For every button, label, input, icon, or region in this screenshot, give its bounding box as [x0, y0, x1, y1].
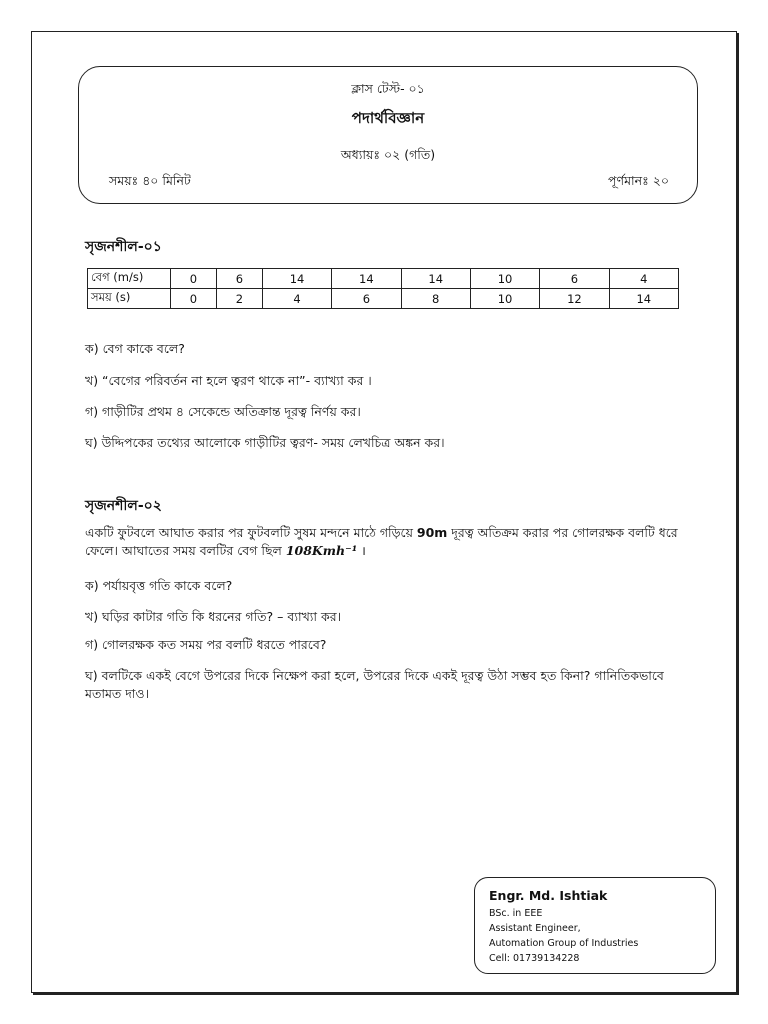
time-label: সময়ঃ ৪০ মিনিট	[109, 173, 191, 188]
header-box	[78, 66, 698, 204]
table-cell: 10	[470, 269, 539, 289]
table-cell: 6	[332, 289, 401, 309]
table-cell: 12	[540, 289, 609, 309]
s2-question-kha: খ) ঘড়ির কাটার গতি কি ধরনের গতি? – ব্যাখ্যা কর।	[85, 609, 342, 624]
signature-box	[474, 877, 716, 974]
table-cell: 4	[262, 289, 331, 309]
section1-title: সৃজনশীল-০১	[85, 239, 162, 255]
s2-stem-distance: 90m	[416, 525, 448, 540]
author-degree: BSc. in EEE	[489, 908, 543, 919]
author-phone: Cell: 01739134228	[489, 953, 580, 964]
chapter-label: অধ্যায়ঃ ০২ (গতি)	[340, 147, 436, 162]
table-cell: 14	[262, 269, 331, 289]
table-row	[88, 289, 679, 309]
table-cell: 10	[470, 289, 539, 309]
s1-question-ga: গ) গাড়ীটির প্রথম ৪ সেকেন্ডে অতিক্রান্ত দূরত্ব নির্ণয় কর।	[85, 404, 361, 419]
s2-question-ka: ক) পর্যায়বৃত্ত গতি কাকে বলে?	[85, 578, 233, 593]
table-cell: 14	[401, 269, 470, 289]
table-row	[88, 269, 679, 289]
s2-stem-text-1: একটি ফুটবলে আঘাত করার পর ফুটবলটি সুষম মন্দনে মাঠে গড়িয়ে	[85, 525, 417, 540]
s1-question-ka: ক) বেগ কাকে বলে?	[85, 341, 185, 356]
velocity-time-table	[87, 268, 679, 309]
s2-stem-speed: 108Kmh⁻¹	[285, 543, 358, 558]
table-cell: 6	[540, 269, 609, 289]
section2-title: সৃজনশীল-০২	[85, 498, 162, 514]
s1-question-kha: খ) “বেগের পরিবর্তন না হলে ত্বরণ থাকে না”- ব্যাখ্যা কর ।	[85, 373, 372, 388]
s1-question-gha: ঘ) উদ্দিপকের তথ্যের আলোকে গাড়ীটির ত্বরণ- সময় লেখচিত্র অঙ্কন কর।	[85, 435, 445, 450]
table-cell: 6	[216, 269, 262, 289]
table-cell: 0	[171, 269, 217, 289]
full-marks-label: পূর্ণমানঃ ২০	[608, 173, 669, 188]
author-name: Engr. Md. Ishtiak	[489, 888, 608, 903]
author-position: Assistant Engineer,	[489, 923, 581, 934]
table-row-label: বেগ (m/s)	[88, 269, 171, 289]
table-cell: 8	[401, 289, 470, 309]
table-cell: 4	[609, 269, 678, 289]
table-cell: 0	[171, 289, 217, 309]
table-row-label: সময় (s)	[88, 289, 171, 309]
table-cell: 14	[332, 269, 401, 289]
s2-question-ga: গ) গোলরক্ষক কত সময় পর বলটি ধরতে পারবে?	[85, 637, 327, 652]
s2-stem-paragraph	[85, 524, 685, 560]
table-cell: 2	[216, 289, 262, 309]
table-cell: 14	[609, 289, 678, 309]
s2-stem-end: ।	[357, 543, 366, 558]
test-title: ক্লাস টেস্ট- ০১	[351, 81, 425, 96]
subject-title: পদার্থবিজ্ঞান	[351, 109, 425, 127]
s2-stem-text-2: দূরত্ব অতিক্রম করার পর গোলরক্ষক বলটি ধরে ফেলে। আঘাতের সময় বলটির বেগ ছিল	[85, 525, 678, 558]
author-organization: Automation Group of Industries	[489, 938, 639, 949]
s2-question-gha: ঘ) বলটিকে একই বেগে উপরের দিকে নিক্ষেপ করা হলে, উপরের দিকে একই দূরত্ব উঠা সম্ভব হত কিনা? গানিতিকভাবে মতামত দাও।	[85, 668, 664, 701]
